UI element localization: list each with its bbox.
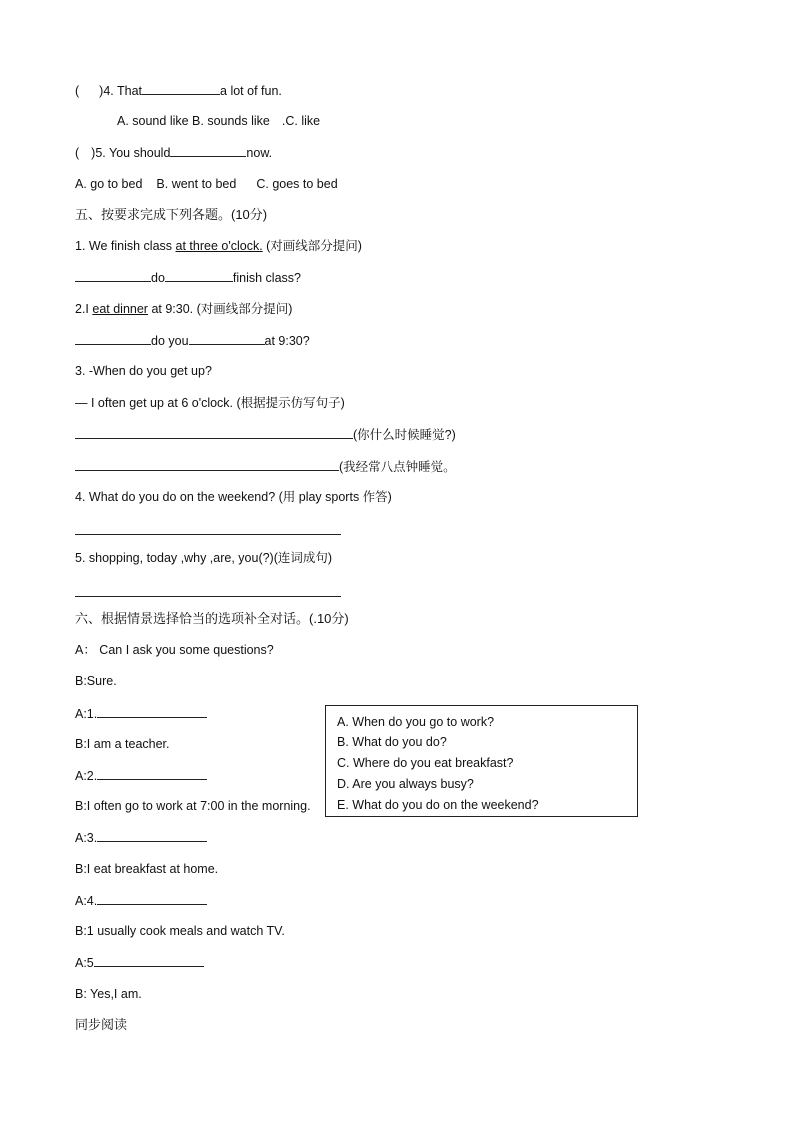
answer-blank[interactable]: [170, 144, 246, 157]
section-5-item-3-line-2: [75, 458, 456, 475]
section-5-item-3-question: 3. -When do you get up?: [75, 364, 212, 378]
option-a: A. When do you go to work?: [337, 715, 495, 729]
item-text: 1. We finish class: [75, 239, 176, 253]
answer-text: finish class?: [232, 271, 301, 285]
dialogue-line: B:Sure.: [75, 674, 117, 688]
reading-section-heading: 同步阅读: [75, 1017, 128, 1032]
answer-blank[interactable]: [75, 269, 151, 282]
option-b: B. What do you do?: [337, 735, 447, 749]
option-a: A. go to bed: [75, 177, 143, 191]
section-5-item-2: [75, 301, 292, 317]
dialogue-label: A:4.: [75, 894, 98, 908]
question-5: [75, 144, 272, 161]
section-6-heading: 六、根据情景选择恰当的选项补全对话。(.10分): [75, 611, 349, 626]
answer-line[interactable]: [75, 522, 341, 535]
answer-line[interactable]: [75, 584, 341, 597]
dialogue-line-blank-3: [75, 829, 207, 846]
section-5-item-3-answer: — I often get up at 6 o'clock. (根据提示仿写句子): [75, 396, 345, 410]
question-5-stem: )5. You should: [91, 146, 171, 160]
dialogue-label: A:2.: [75, 769, 98, 783]
section-5-item-2-answer: [75, 332, 310, 349]
dialogue-line: B: Yes,I am.: [75, 987, 142, 1001]
hint-text: (你什么时候睡觉?): [353, 428, 456, 442]
item-text: 2.I: [75, 302, 93, 316]
section-5-item-5: 5. shopping, today ,why ,are, you(?)(连词成句): [75, 551, 333, 565]
answer-blank[interactable]: [165, 269, 233, 282]
item-instruction: (对画线部分提问): [262, 239, 362, 253]
answer-blank[interactable]: [97, 705, 207, 718]
dialogue-line: B:I eat breakfast at home.: [75, 862, 219, 876]
section-5-item-3-line-1: [75, 426, 456, 443]
answer-text: do: [151, 271, 165, 285]
dialogue-line: B:I often go to work at 7:00 in the morning.: [75, 799, 311, 813]
section-5-item-4: 4. What do you do on the weekend? (用 play sports 作答): [75, 490, 392, 504]
options-box: [325, 705, 638, 817]
answer-line[interactable]: [75, 426, 353, 439]
dialogue-line: A： Can I ask you some questions?: [75, 643, 274, 657]
answer-blank[interactable]: [97, 892, 207, 905]
answer-paren: (: [75, 146, 80, 160]
dialogue-line-blank-4: [75, 892, 207, 909]
dialogue-line-blank-1: [75, 705, 207, 722]
hint-text: (我经常八点钟睡觉。: [339, 460, 456, 474]
answer-paren: (: [75, 84, 80, 98]
options-ab: A. sound like B. sounds like: [117, 114, 270, 128]
question-5-tail: now.: [246, 146, 273, 160]
answer-text: do you: [151, 334, 189, 348]
question-4-stem: )4. That: [99, 84, 143, 98]
dialogue-label: A:3.: [75, 831, 98, 845]
question-5-options: [75, 176, 338, 192]
option-b: B. went to bed: [156, 177, 237, 191]
section-5-item-4-answer: [75, 522, 341, 539]
dialogue-line-blank-5: [75, 954, 204, 971]
dialogue-line: B:1 usually cook meals and watch TV.: [75, 924, 285, 938]
section-5-item-1-answer: [75, 269, 301, 286]
section-5-item-5-answer: [75, 584, 341, 601]
underlined-part: at three o'clock.: [175, 239, 263, 253]
question-4-options: [117, 113, 320, 129]
answer-blank[interactable]: [94, 954, 204, 967]
answer-blank[interactable]: [142, 82, 220, 95]
section-5-item-1: [75, 238, 362, 254]
underlined-part: eat dinner: [92, 302, 148, 316]
dialogue-line: B:I am a teacher.: [75, 737, 170, 751]
dialogue-label: A:1.: [75, 707, 98, 721]
dialogue-line-blank-2: [75, 767, 207, 784]
dialogue-label: A:5: [75, 956, 94, 970]
option-c: C. goes to bed: [256, 177, 338, 191]
answer-blank[interactable]: [189, 332, 265, 345]
answer-text: at 9:30?: [264, 334, 310, 348]
answer-blank[interactable]: [97, 767, 207, 780]
option-e: E. What do you do on the weekend?: [337, 798, 539, 812]
question-4-tail: a lot of fun.: [220, 84, 282, 98]
item-instruction: at 9:30. (对画线部分提问): [147, 302, 293, 316]
section-5-heading: 五、按要求完成下列各题。(10分): [75, 207, 268, 222]
answer-blank[interactable]: [97, 829, 207, 842]
question-4: [75, 82, 282, 99]
answer-line[interactable]: [75, 458, 339, 471]
answer-blank[interactable]: [75, 332, 151, 345]
option-c: .C. like: [281, 114, 321, 128]
option-c: C. Where do you eat breakfast?: [337, 756, 514, 770]
option-d: D. Are you always busy?: [337, 777, 474, 791]
